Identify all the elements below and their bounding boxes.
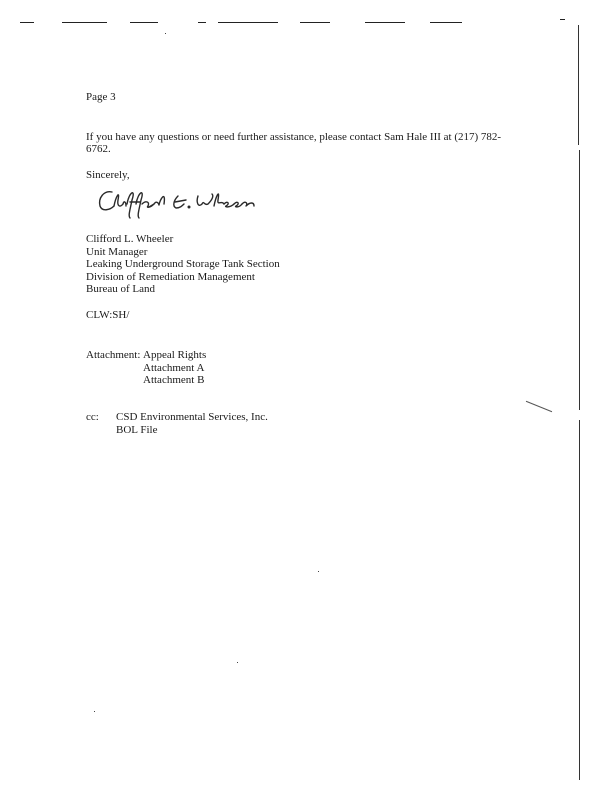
signer-section: Leaking Underground Storage Tank Section [86,258,280,270]
signer-division: Division of Remediation Management [86,270,255,283]
cc-label: cc: [86,411,99,423]
attachment-label: Attachment: [86,349,141,361]
signer-bureau: Bureau of Land [86,283,156,295]
reference-initials: CLW:SH/ [86,309,130,321]
cc-recipient: CSD Environmental Services, Inc. [116,411,268,423]
attachment-item: Appeal Rights [143,349,207,361]
sincerely-closing: Sincerely, [86,169,130,181]
page-number: Page 3 [86,91,116,103]
cc-list [116,411,268,436]
signer-title: Unit Manager [86,245,148,258]
attachment-list [143,349,206,387]
handwritten-signature [96,186,256,223]
cc-recipient: BOL File [116,423,158,436]
attachment-item: Attachment B [143,374,205,386]
closing-paragraph: If you have any questions or need further assistance, please contact Sam Hale III at (217) 782-6762. [86,131,502,155]
signature-block [86,233,280,296]
signer-name: Clifford L. Wheeler [86,233,174,245]
attachment-item: Attachment A [143,361,205,374]
